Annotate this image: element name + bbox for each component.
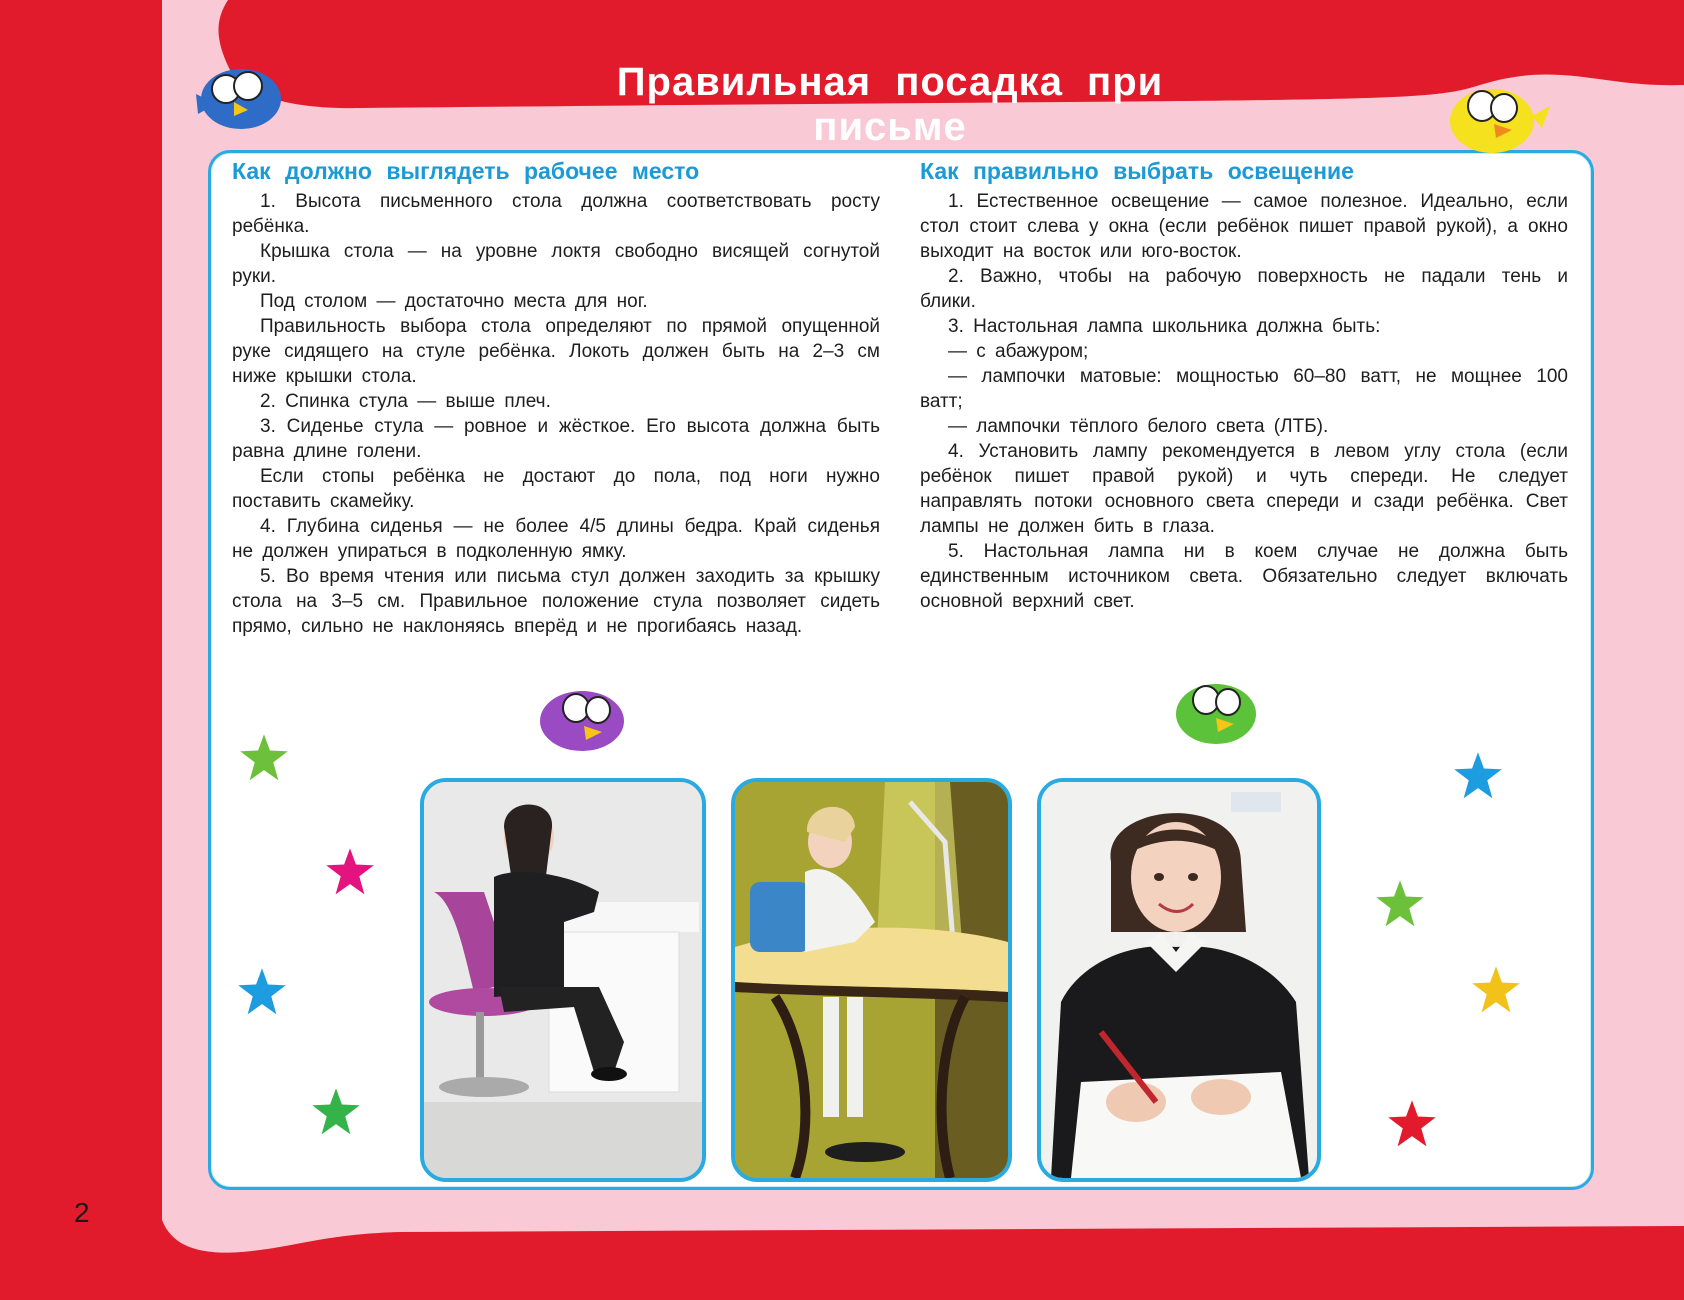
lighting-paragraph: 2. Важно, чтобы на рабочую поверхность не падали тень и блики. — [920, 266, 1568, 312]
workplace-paragraph: Правильность выбора стола определяют по прямой опущенной руке сидящего на стуле ребёнка. Локоть должен быть на 2–3 см ниже крышки стола. — [232, 316, 880, 387]
workplace-paragraph: Крышка стола — на уровне локтя свободно висящей согнутой руки. — [232, 241, 880, 287]
workplace-heading: Как должно выглядеть рабочее место — [232, 158, 700, 184]
smiling-girl-writing-photo — [1037, 778, 1321, 1182]
workplace-paragraph: 3. Сиденье стула — ровное и жёсткое. Его высота должна быть равна длине голени. — [232, 416, 880, 462]
blue-star-icon — [232, 962, 292, 1020]
red-star-icon — [1382, 1094, 1442, 1152]
lighting-section — [920, 158, 1568, 614]
workplace-paragraph: 2. Спинка стула — выше плеч. — [260, 391, 551, 412]
lighting-paragraph: 5. Настольная лампа ни в коем случае не должна быть единственным источником света. Обязательно следует включать основной верхний свет. — [920, 541, 1568, 612]
workplace-paragraph: 5. Во время чтения или письма стул должен заходить за крышку стола на 3–5 см. Правильное положение стула позволяет сидеть прямо, сильно не наклоняясь вперёд и не прогибаясь назад. — [232, 566, 880, 637]
workplace-section — [232, 158, 880, 639]
lighting-heading: Как правильно выбрать освещение — [920, 158, 1354, 184]
page-number: 2 — [74, 1197, 90, 1228]
footer-red-wave — [0, 1200, 1684, 1300]
green-bird-icon — [1160, 656, 1272, 756]
page-title: Правильная посадка при письме — [616, 60, 1164, 149]
green-star-icon — [234, 728, 294, 786]
lighting-paragraph: 3. Настольная лампа школьника должна быть: — [948, 316, 1381, 337]
green-star-icon — [1370, 874, 1430, 932]
magenta-star-icon — [320, 842, 380, 900]
yellow-star-icon — [1466, 960, 1526, 1018]
yellow-bird-icon — [1432, 56, 1552, 166]
purple-bird-icon — [524, 666, 642, 762]
workplace-paragraph: Если стопы ребёнка не достают до пола, под ноги нужно поставить скамейку. — [232, 466, 880, 512]
girl-sitting-at-desk-photo — [420, 778, 706, 1182]
lighting-paragraph: — с абажуром; — [948, 341, 1089, 362]
lighting-paragraph: 1. Естественное освещение — самое полезное. Идеально, если стол стоит слева у окна (если ребёнок пишет правой рукой), а окно выходит на восток или юго-восток. — [920, 191, 1568, 262]
lighting-paragraph: — лампочки матовые: мощностью 60–80 ватт, не мощнее 100 ватт; — [920, 366, 1568, 412]
blue-star-icon — [1448, 746, 1508, 804]
workplace-paragraph: 1. Высота письменного стола должна соответствовать росту ребёнка. — [232, 191, 880, 237]
workplace-paragraph: 4. Глубина сиденья — не более 4/5 длины бедра. Край сиденья не должен упираться в подколенную ямку. — [232, 516, 880, 562]
lighting-paragraph: 4. Установить лампу рекомендуется в левом углу стола (если ребёнок пишет правой рукой) и чуть спереди. Не следует направлять потоки основного света спереди и сзади ребёнка. Свет лампы не должен бить в глаза. — [920, 441, 1568, 537]
workplace-paragraph: Под столом — достаточно места для ног. — [260, 291, 648, 312]
girl-writing-under-lamp-photo — [731, 778, 1012, 1182]
left-red-band — [0, 0, 162, 1300]
blue-bird-icon — [186, 44, 296, 140]
green-star-icon — [306, 1082, 366, 1140]
lighting-paragraph: — лампочки тёплого белого света (ЛТБ). — [948, 416, 1329, 437]
